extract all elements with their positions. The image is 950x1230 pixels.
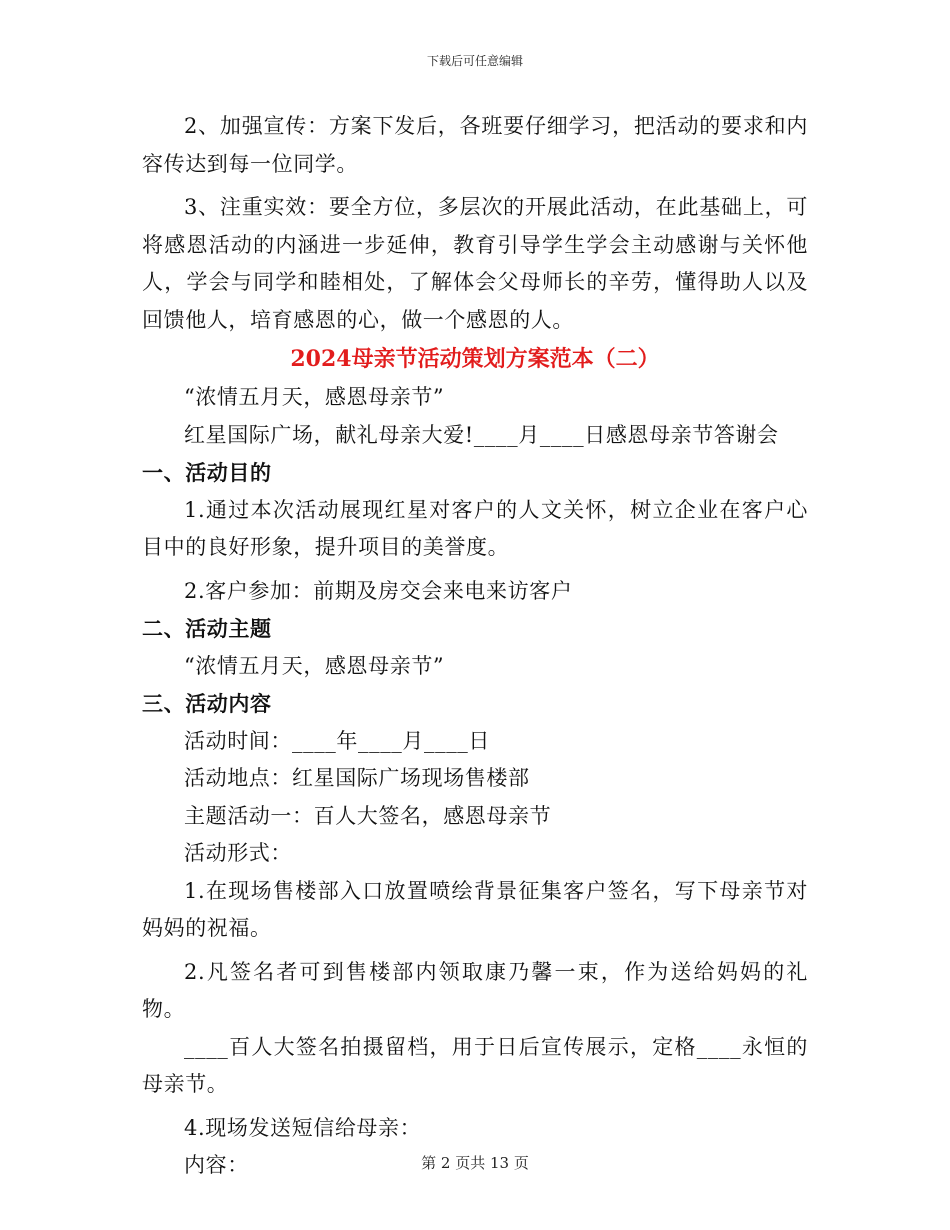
purpose-item-2: 2.客户参加：前期及房交会来电来访客户	[184, 578, 573, 603]
section-title: 2024母亲节活动策划方案范本（二）	[290, 346, 660, 372]
heading-purpose: 一、活动目的	[142, 460, 272, 485]
form-label: 活动形式：	[184, 841, 292, 865]
paragraph-effectiveness: 3、注重实效：要全方位，多层次的开展此活动，在此基础上，可将感恩活动的内涵进一步延伸，教育引导学生学会主动感谢与关怀他人，学会与同学和睦相处，了解体会父母师长的辛劳，懂得助人以及回馈他人，培育感恩的心，做一个感恩的人。	[142, 195, 808, 332]
paragraph-publicity: 2、加强宣传：方案下发后，各班要仔细学习，把活动的要求和内容传达到每一位同学。	[142, 114, 808, 176]
content-label: 内容：	[184, 1153, 249, 1177]
theme-line: “浓情五月天，感恩母亲节”	[184, 653, 445, 678]
form-item-4: 4.现场发送短信给母亲：	[184, 1115, 422, 1140]
form-item-3: ____百人大签名拍摄留档，用于日后宣传展示，定格____永恒的母亲节。	[142, 1034, 808, 1096]
page-number: 第 2 页共 13 页	[421, 1154, 529, 1172]
purpose-item-1: 1.通过本次活动展现红星对客户的人文关怀，树立企业在客户心目中的良好形象，提升项目的美誉度。	[142, 497, 808, 559]
activity-place: 活动地点：红星国际广场现场售楼部	[184, 766, 530, 790]
slogan-line: “浓情五月天，感恩母亲节”	[184, 385, 445, 409]
header-note: 下载后可任意编辑	[426, 54, 523, 68]
intro-line: 红星国际广场，献礼母亲大爱!____月____日感恩母亲节答谢会	[184, 422, 779, 447]
document-body	[142, 108, 808, 1185]
heading-content: 三、活动内容	[142, 691, 272, 716]
main-activity: 主题活动一：百人大签名，感恩母亲节	[184, 803, 552, 828]
form-item-2: 2.凡签名者可到售楼部内领取康乃馨一束，作为送给妈妈的礼物。	[142, 959, 808, 1021]
heading-theme: 二、活动主题	[142, 616, 272, 641]
form-item-1: 1.在现场售楼部入口放置喷绘背景征集客户签名，写下母亲节对妈妈的祝福。	[142, 878, 808, 940]
activity-time: 活动时间：____年____月____日	[184, 728, 490, 753]
